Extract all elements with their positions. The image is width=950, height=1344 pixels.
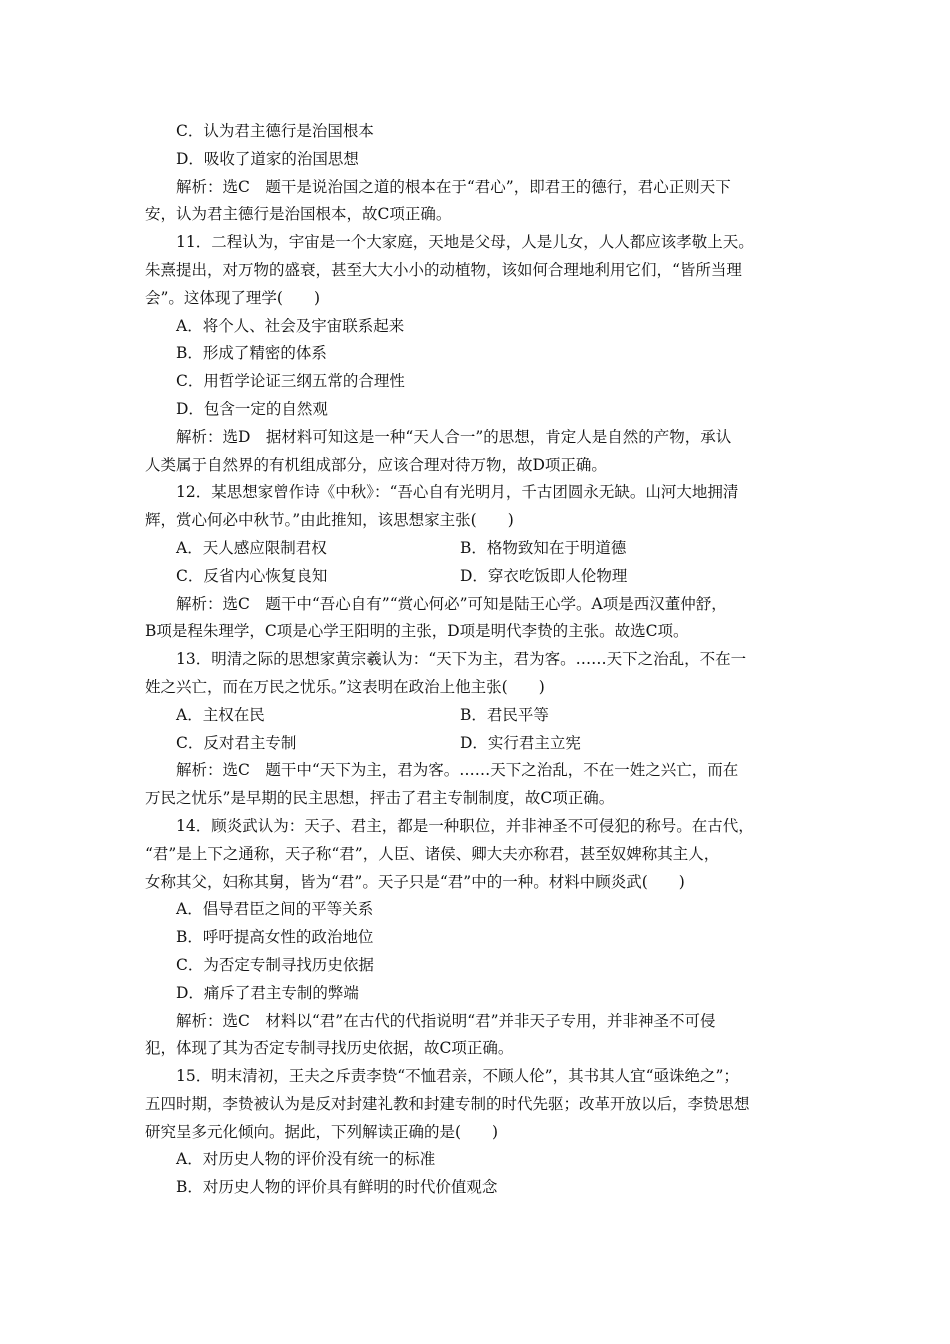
q10-option-c: C．认为君主德行是治国根本	[176, 122, 374, 140]
q12-option-d: D．穿衣吃饭即人伦物理	[460, 566, 628, 585]
q13-option-d: D．实行君主立宪	[460, 733, 581, 752]
q13-option-b: B．君民平等	[460, 705, 549, 724]
q13-analysis-line: 万民之忧乐”是早期的民主思想，抨击了君主专制制度，故C项正确。	[145, 789, 615, 808]
q14-option-a: A．倡导君臣之间的平等关系	[176, 900, 374, 919]
q11-option-a: A．将个人、社会及宇宙联系起来	[176, 316, 405, 335]
q11-option-b: B．形成了精密的体系	[176, 344, 327, 363]
q13-option-c: C．反对君主专制	[176, 733, 297, 752]
q11-option-d: D．包含一定的自然观	[176, 399, 328, 418]
q14-option-b: B．呼吁提高女性的政治地位	[176, 928, 374, 947]
q10-analysis-line: 解析：选C 题干是说治国之道的根本在于“君心”，即君王的德行，君心正则天下	[176, 177, 731, 196]
q11-stem-line: 朱熹提出，对万物的盛衰，甚至大大小小的动植物，该如何合理地利用它们，“皆所当理	[145, 260, 742, 279]
q12-analysis-line: B项是程朱理学，C项是心学王阳明的主张，D项是明代李贽的主张。故选C项。	[145, 622, 689, 641]
q15-option-b: B．对历史人物的评价具有鲜明的时代价值观念	[176, 1178, 498, 1197]
q14-analysis-line: 犯，体现了其为否定专制寻找历史依据，故C项正确。	[145, 1039, 514, 1058]
q14-option-d: D．痛斥了君主专制的弊端	[176, 983, 359, 1002]
q15-option-a: A．对历史人物的评价没有统一的标准	[176, 1150, 436, 1169]
q12-options-row	[145, 535, 820, 563]
q12-stem-line: 辉，赏心何必中秋节。”由此推知，该思想家主张( )	[145, 511, 514, 530]
q14-stem-line: 女称其父，妇称其舅，皆为“君”。天子只是“君”中的一种。材料中顾炎武( )	[145, 872, 685, 891]
q13-option-a: A．主权在民	[176, 705, 265, 724]
q13-stem-line: 13．明清之际的思想家黄宗羲认为：“天下为主，君为客。……天下之治乱，不在一	[176, 650, 747, 669]
q15-stem-line: 五四时期，李贽被认为是反对封建礼教和封建专制的时代先驱；改革开放以后，李贽思想	[145, 1094, 750, 1113]
q13-stem-line: 姓之兴亡，而在万民之忧乐。”这表明在政治上他主张( )	[145, 677, 545, 696]
q14-stem-line: 14．顾炎武认为：天子、君主，都是一种职位，并非神圣不可侵犯的称号。在古代，	[176, 816, 754, 835]
q13-options-row	[145, 730, 820, 758]
q10-option-d: D．吸收了道家的治国思想	[176, 149, 359, 168]
q11-stem-line: 11．二程认为，宇宙是一个大家庭，天地是父母，人是儿女，人人都应该孝敬上天。	[176, 233, 754, 252]
q14-stem-line: “君”是上下之通称，天子称“君”，人臣、诸侯、卿大夫亦称君，甚至奴婢称其主人，	[145, 844, 720, 863]
q12-stem-line: 12．某思想家曾作诗《中秋》：“吾心自有光明月，千古团圆永无缺。山河大地拥清	[176, 483, 739, 502]
page-content	[145, 118, 820, 1202]
q15-stem-line: 研究呈多元化倾向。据此，下列解读正确的是( )	[145, 1122, 499, 1141]
q12-option-a: A．天人感应限制君权	[176, 538, 327, 557]
q13-analysis-line: 解析：选C 题干中“天下为主，君为客。……天下之治乱，不在一姓之兴亡，而在	[176, 761, 739, 780]
q11-analysis-line: 解析：选D 据材料可知这是一种“天人合一”的思想，肯定人是自然的产物，承认	[176, 427, 732, 446]
q12-options-row	[145, 563, 820, 591]
q11-option-c: C．用哲学论证三纲五常的合理性	[176, 372, 405, 391]
q12-option-c: C．反省内心恢复良知	[176, 566, 328, 585]
q10-analysis-line: 安，认为君主德行是治国根本，故C项正确。	[145, 205, 452, 224]
q14-option-c: C．为否定专制寻找历史依据	[176, 955, 374, 974]
q11-analysis-line: 人类属于自然界的有机组成部分，应该合理对待万物，故D项正确。	[145, 455, 607, 474]
q13-options-row	[145, 702, 820, 730]
q15-stem-line: 15．明末清初，王夫之斥责李贽“不恤君亲，不顾人伦”，其书其人宜“亟诛绝之”；	[176, 1067, 739, 1086]
q12-analysis-line: 解析：选C 题干中“吾心自有”“赏心何必”可知是陆王心学。A项是西汉董仲舒，	[176, 594, 727, 613]
q11-stem-line: 会”。这体现了理学( )	[145, 288, 321, 307]
q14-analysis-line: 解析：选C 材料以“君”在古代的代指说明“君”并非天子专用，并非神圣不可侵	[176, 1011, 716, 1030]
q12-option-b: B．格物致知在于明道德	[460, 538, 627, 557]
